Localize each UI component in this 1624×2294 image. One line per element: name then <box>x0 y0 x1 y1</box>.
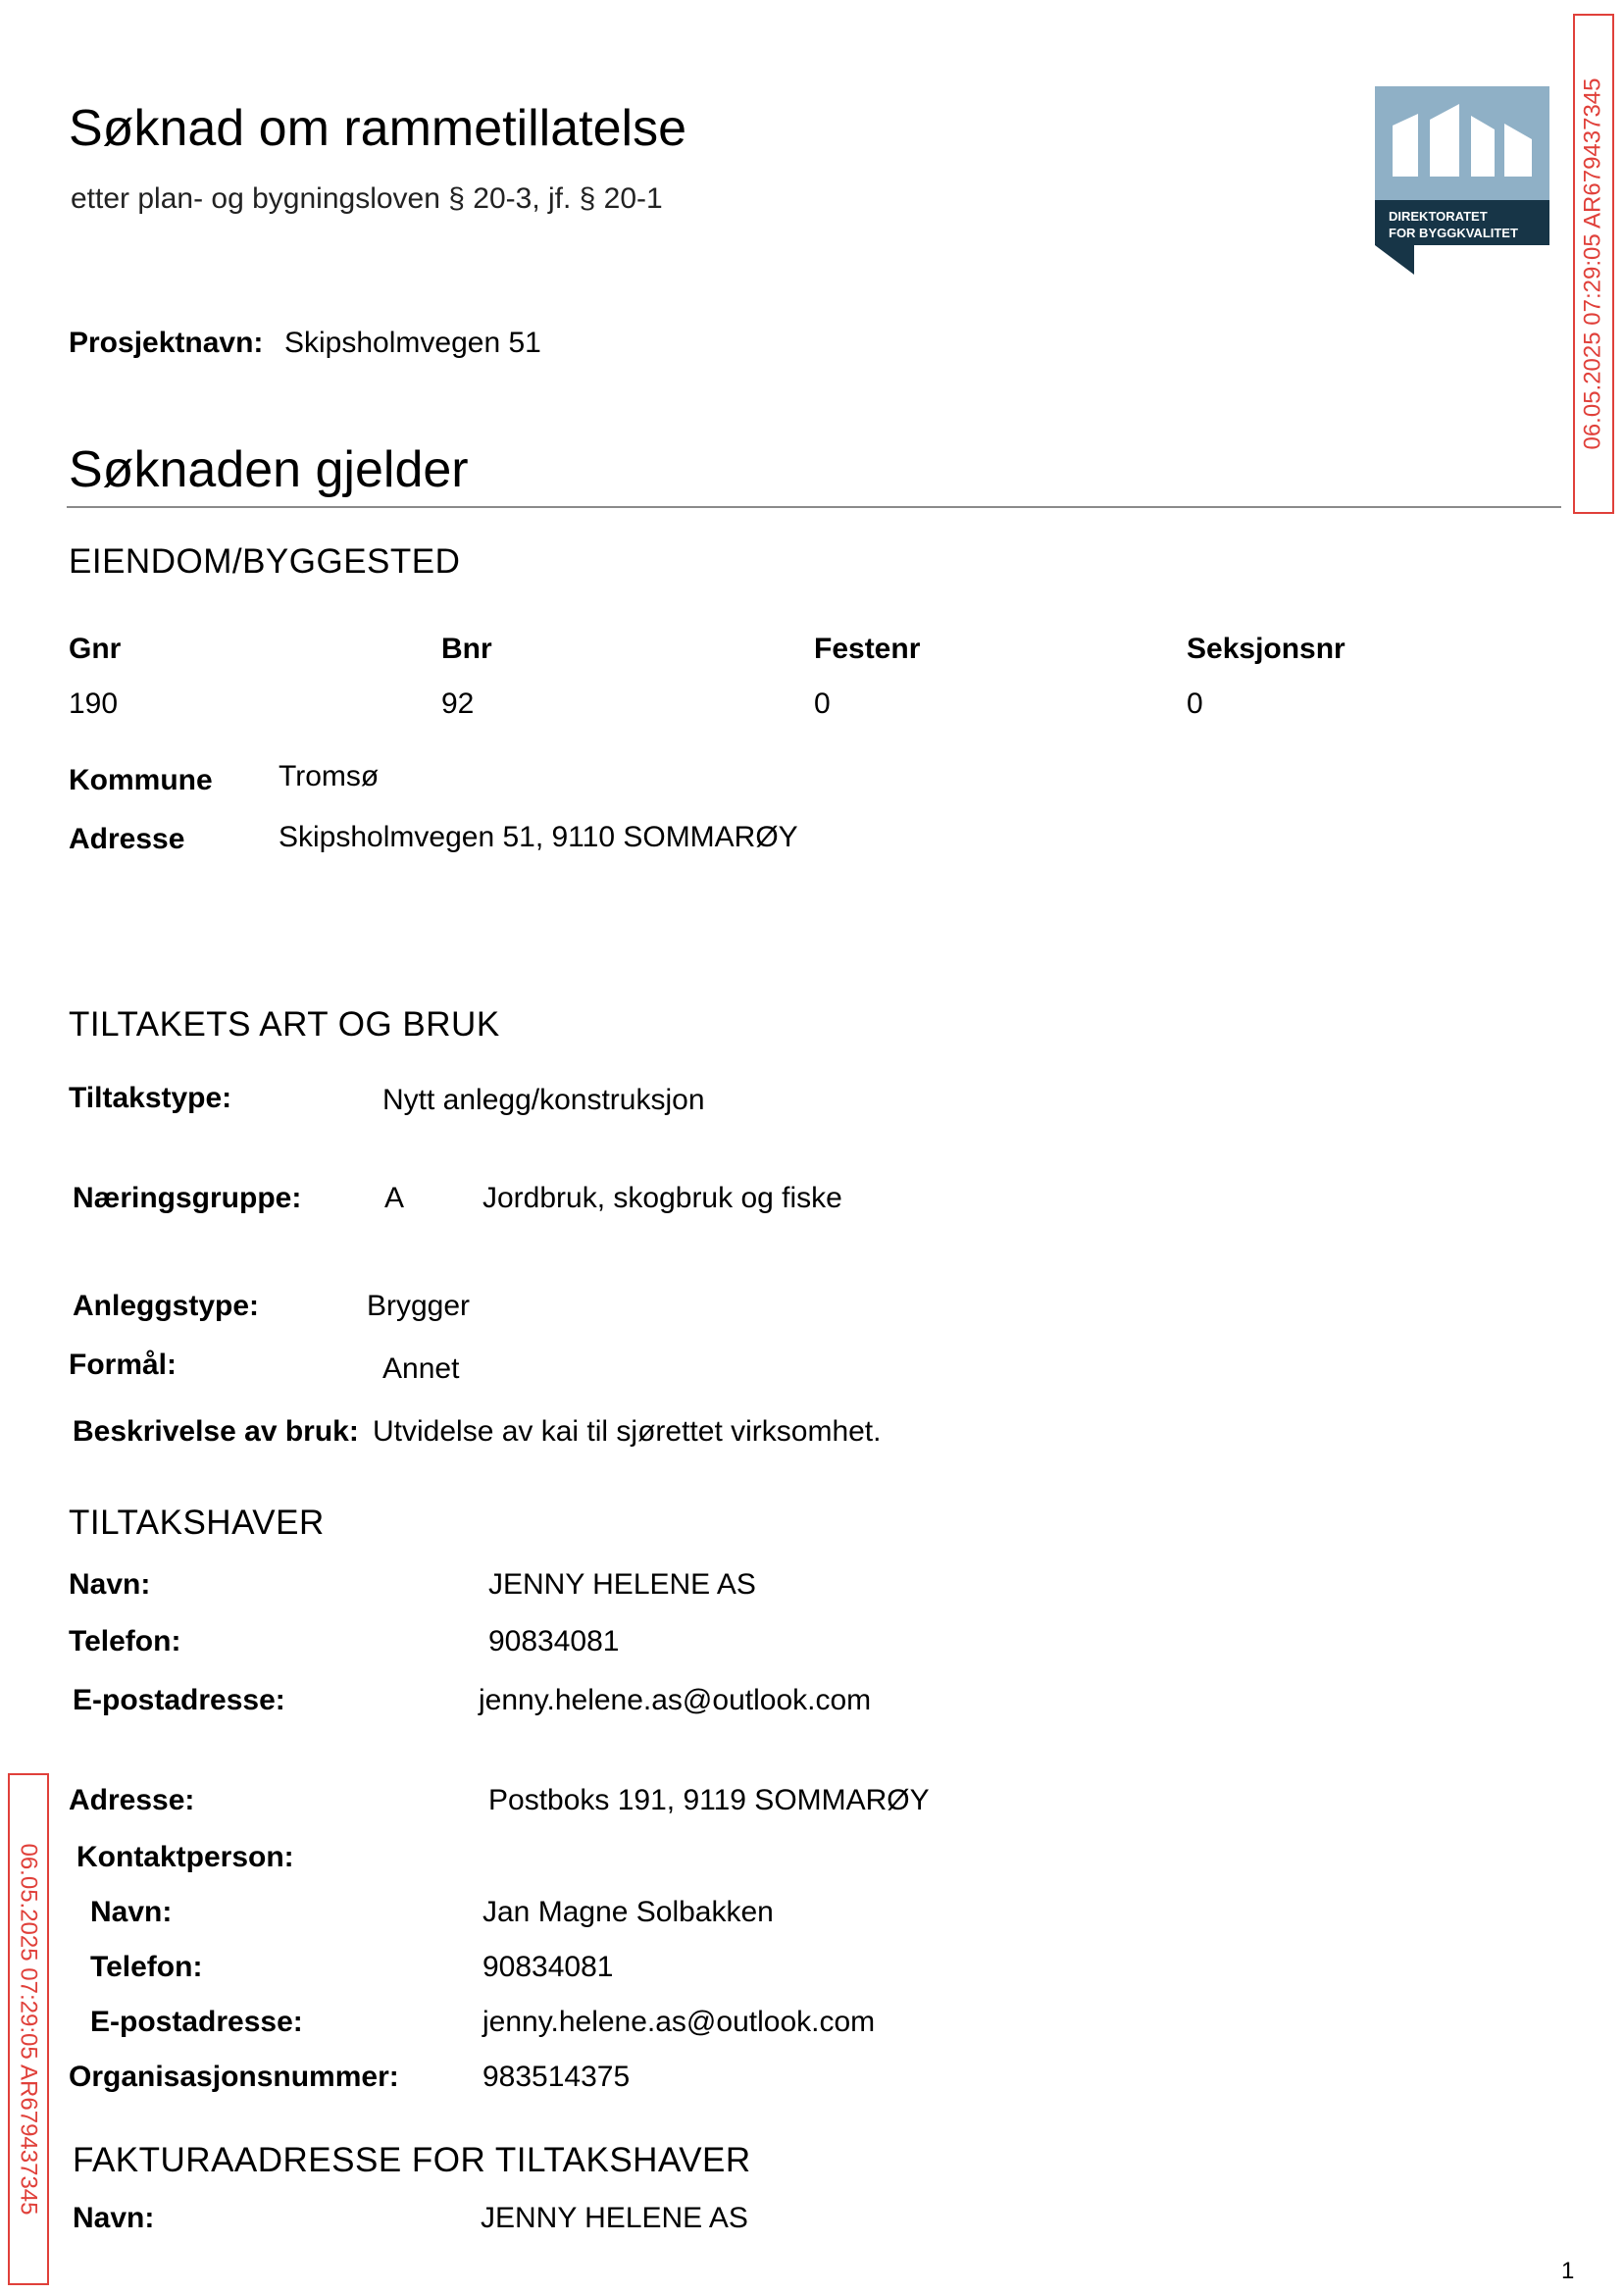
stamp-left-text: 06.05.2025 07:29:05 AR679437345 <box>16 1843 42 2216</box>
tiltakstype-label: Tiltakstype: <box>69 1082 232 1114</box>
th-telefon-value: 90834081 <box>488 1625 620 1657</box>
dibk-logo <box>1375 86 1551 275</box>
project-label: Prosjektnavn: <box>69 327 264 359</box>
tiltakshaver-heading: TILTAKSHAVER <box>69 1504 325 1542</box>
logo-line-1: DIREKTORATET <box>1389 209 1488 224</box>
th-epost-value: jenny.helene.as@outlook.com <box>479 1684 872 1716</box>
naeringsgruppe-code: A <box>384 1182 405 1214</box>
adresse-label: Adresse <box>69 823 185 855</box>
festenr-value: 0 <box>814 688 831 720</box>
bnr-value: 92 <box>441 688 475 720</box>
naeringsgruppe-label: Næringsgruppe: <box>73 1182 302 1214</box>
faktura-heading: FAKTURAADRESSE FOR TILTAKSHAVER <box>73 2141 751 2179</box>
kommune-label: Kommune <box>69 764 213 796</box>
anleggstype-label: Anleggstype: <box>73 1290 260 1322</box>
page-subtitle: etter plan- og bygningsloven § 20-3, jf. § 20-1 <box>71 182 663 215</box>
section-divider <box>67 506 1561 508</box>
th-navn-value: JENNY HELENE AS <box>488 1568 756 1601</box>
kp-navn-value: Jan Magne Solbakken <box>482 1896 774 1928</box>
logo-line-2: FOR BYGGKVALITET <box>1389 226 1518 240</box>
property-heading: EIENDOM/BYGGESTED <box>69 542 461 581</box>
kp-epost-label: E-postadresse: <box>90 2006 303 2038</box>
tiltak-heading: TILTAKETS ART OG BRUK <box>69 1005 500 1044</box>
kp-telefon-label: Telefon: <box>90 1951 203 1983</box>
beskrivelse-label: Beskrivelse av bruk: <box>73 1415 359 1448</box>
gnr-label: Gnr <box>69 633 122 665</box>
gnr-value: 190 <box>69 688 119 720</box>
kp-telefon-value: 90834081 <box>482 1951 614 1983</box>
th-adresse-label: Adresse: <box>69 1784 195 1816</box>
kp-epost-value: jenny.helene.as@outlook.com <box>482 2006 876 2038</box>
th-navn-label: Navn: <box>69 1568 151 1601</box>
stamp-right <box>1573 14 1614 514</box>
th-adresse-value: Postboks 191, 9119 SOMMARØY <box>488 1784 930 1816</box>
seksjonsnr-label: Seksjonsnr <box>1187 633 1345 665</box>
th-telefon-label: Telefon: <box>69 1625 181 1657</box>
th-epost-label: E-postadresse: <box>73 1684 285 1716</box>
faktura-navn-label: Navn: <box>73 2202 155 2234</box>
kp-navn-label: Navn: <box>90 1896 173 1928</box>
festenr-label: Festenr <box>814 633 921 665</box>
formal-label: Formål: <box>69 1349 178 1381</box>
faktura-navn-value: JENNY HELENE AS <box>481 2202 748 2234</box>
tiltakstype-value: Nytt anlegg/konstruksjon <box>382 1084 705 1116</box>
orgnr-label: Organisasjonsnummer: <box>69 2061 399 2093</box>
naeringsgruppe-value: Jordbruk, skogbruk og fiske <box>482 1182 842 1214</box>
section-heading: Søknaden gjelder <box>69 441 469 498</box>
formal-value: Annet <box>382 1352 460 1385</box>
kontaktperson-label: Kontaktperson: <box>76 1841 294 1873</box>
seksjonsnr-value: 0 <box>1187 688 1203 720</box>
page-number: 1 <box>1561 2258 1575 2284</box>
adresse-value: Skipsholmvegen 51, 9110 SOMMARØY <box>279 821 798 853</box>
stamp-right-text: 06.05.2025 07:29:05 AR679437345 <box>1580 77 1606 450</box>
orgnr-value: 983514375 <box>482 2061 631 2093</box>
anleggstype-value: Brygger <box>367 1290 471 1322</box>
beskrivelse-value: Utvidelse av kai til sjørettet virksomhet. <box>373 1415 882 1448</box>
stamp-left <box>8 1773 49 2285</box>
kommune-value: Tromsø <box>279 760 380 792</box>
dibk-logo-icon <box>1375 86 1551 275</box>
bnr-label: Bnr <box>441 633 492 665</box>
page-title: Søknad om rammetillatelse <box>69 100 686 157</box>
project-value: Skipsholmvegen 51 <box>284 327 541 359</box>
